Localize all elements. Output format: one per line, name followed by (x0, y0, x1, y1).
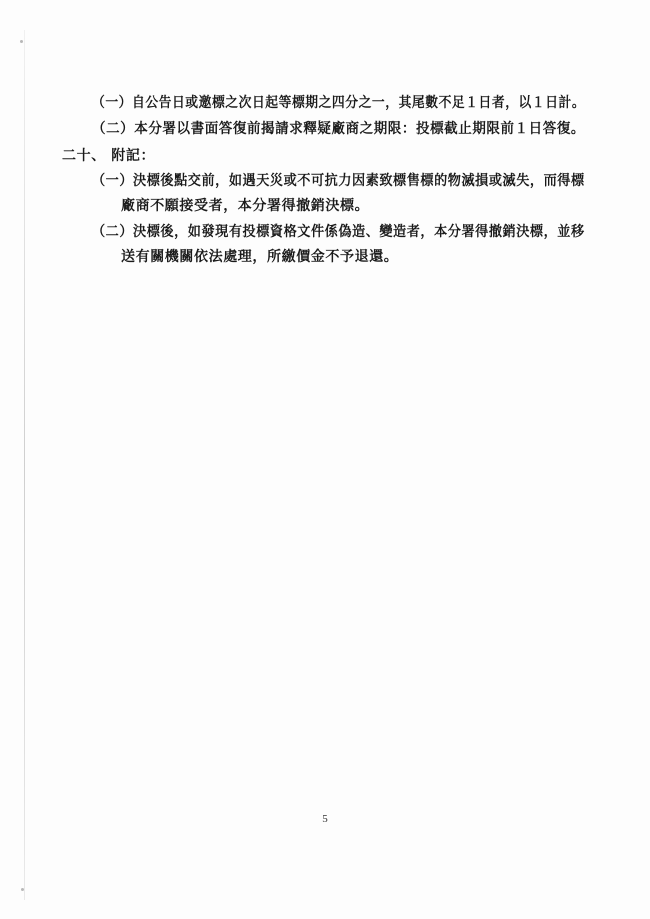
binding-edge-line (24, 30, 25, 900)
clause-1-item-2: （二）本分署以書面答復前揭請求釋疑廠商之期限：投標截止期限前１日答復。 (92, 121, 586, 137)
section-20-heading: 二十、 附記： (62, 148, 156, 164)
page-number: 5 (322, 813, 328, 825)
section-20-item-2-line-1: （二）決標後，如發現有投標資格文件係偽造、變造者，本分署得撤銷決標，並移 (92, 224, 585, 240)
section-20-item-1-line-1: （一）決標後點交前，如遇天災或不可抗力因素致標售標的物滅損或滅失，而得標 (92, 173, 585, 189)
scan-speck (20, 40, 23, 43)
section-20-item-1-line-2: 廠商不願接受者，本分署得撤銷決標。 (121, 198, 370, 214)
scan-speck (21, 888, 24, 891)
section-20-item-2-line-2: 送有關機關依法處理，所繳價金不予退還。 (121, 249, 399, 265)
clause-1-item-1: （一）自公告日或邀標之次日起等標期之四分之一，其尾數不足１日者，以１日計。 (92, 95, 586, 111)
